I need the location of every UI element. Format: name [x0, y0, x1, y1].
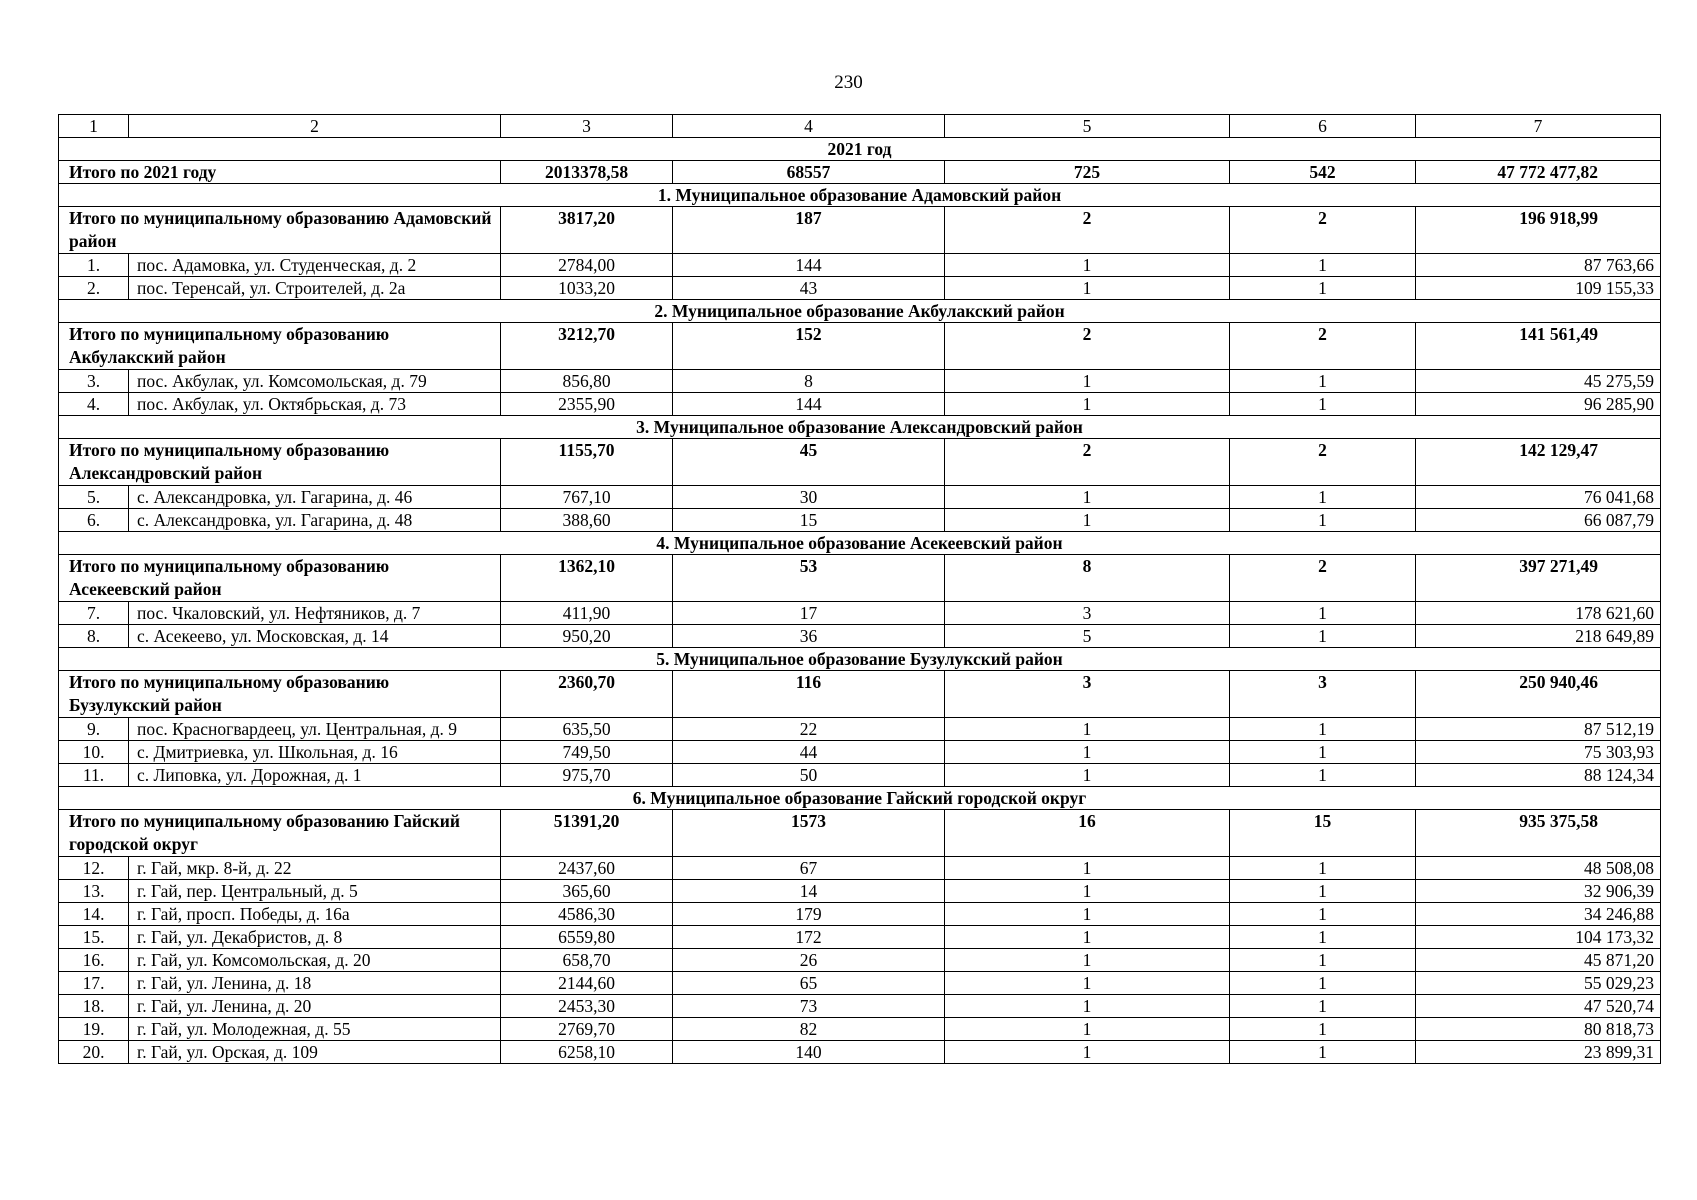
housing-table [58, 114, 1661, 1064]
section-subtotal-row [59, 671, 1661, 718]
row-houses: 1 [1230, 625, 1416, 648]
subtotal-label: Итого по муниципальному образованию Адамовский район [59, 207, 501, 254]
row-area: 635,50 [501, 718, 673, 741]
row-address: пос. Акбулак, ул. Комсомольская, д. 79 [129, 370, 501, 393]
row-cost: 109 155,33 [1416, 277, 1661, 300]
row-cost: 55 029,23 [1416, 972, 1661, 995]
row-residents: 65 [673, 972, 945, 995]
column-number: 6 [1230, 115, 1416, 138]
row-units: 1 [945, 857, 1230, 880]
subtotal-label: Итого по муниципальному образованию Асекеевский район [59, 555, 501, 602]
subtotal-area: 3212,70 [501, 323, 673, 370]
grand-total-houses: 542 [1230, 161, 1416, 184]
row-cost: 76 041,68 [1416, 486, 1661, 509]
subtotal-houses: 2 [1230, 555, 1416, 602]
row-address: г. Гай, мкр. 8-й, д. 22 [129, 857, 501, 880]
page-number: 230 [834, 72, 863, 93]
row-number: 15. [59, 926, 129, 949]
section-title: 2. Муниципальное образование Акбулакский район [59, 300, 1661, 323]
row-address: пос. Адамовка, ул. Студенческая, д. 2 [129, 254, 501, 277]
row-houses: 1 [1230, 486, 1416, 509]
row-cost: 88 124,34 [1416, 764, 1661, 787]
subtotal-area: 51391,20 [501, 810, 673, 857]
row-area: 658,70 [501, 949, 673, 972]
subtotal-cost: 250 940,46 [1416, 671, 1661, 718]
row-number: 14. [59, 903, 129, 926]
row-area: 2355,90 [501, 393, 673, 416]
subtotal-units: 3 [945, 671, 1230, 718]
subtotal-area: 3817,20 [501, 207, 673, 254]
row-area: 950,20 [501, 625, 673, 648]
column-number: 2 [129, 115, 501, 138]
subtotal-houses: 2 [1230, 323, 1416, 370]
row-address: г. Гай, просп. Победы, д. 16а [129, 903, 501, 926]
row-number: 20. [59, 1041, 129, 1064]
row-residents: 50 [673, 764, 945, 787]
row-units: 1 [945, 370, 1230, 393]
row-units: 1 [945, 1041, 1230, 1064]
row-residents: 30 [673, 486, 945, 509]
row-area: 2144,60 [501, 972, 673, 995]
subtotal-label: Итого по муниципальному образованию Гайский городской округ [59, 810, 501, 857]
row-units: 1 [945, 880, 1230, 903]
row-residents: 8 [673, 370, 945, 393]
row-residents: 140 [673, 1041, 945, 1064]
row-units: 1 [945, 509, 1230, 532]
row-address: пос. Красногвардеец, ул. Центральная, д. 9 [129, 718, 501, 741]
row-number: 19. [59, 1018, 129, 1041]
table-row [59, 1041, 1661, 1064]
grand-total-label: Итого по 2021 году [59, 161, 501, 184]
row-address: г. Гай, ул. Ленина, д. 18 [129, 972, 501, 995]
row-area: 749,50 [501, 741, 673, 764]
row-area: 2453,30 [501, 995, 673, 1018]
row-units: 1 [945, 393, 1230, 416]
section-title-row [59, 532, 1661, 555]
row-cost: 80 818,73 [1416, 1018, 1661, 1041]
section-subtotal-row [59, 207, 1661, 254]
subtotal-residents: 116 [673, 671, 945, 718]
subtotal-cost: 397 271,49 [1416, 555, 1661, 602]
subtotal-area: 2360,70 [501, 671, 673, 718]
row-houses: 1 [1230, 903, 1416, 926]
section-subtotal-row [59, 555, 1661, 602]
row-number: 16. [59, 949, 129, 972]
subtotal-label: Итого по муниципальному образованию Александровский район [59, 439, 501, 486]
subtotal-units: 16 [945, 810, 1230, 857]
row-units: 1 [945, 277, 1230, 300]
row-address: с. Александровка, ул. Гагарина, д. 46 [129, 486, 501, 509]
subtotal-area: 1155,70 [501, 439, 673, 486]
row-number: 5. [59, 486, 129, 509]
row-units: 1 [945, 949, 1230, 972]
row-address: с. Дмитриевка, ул. Школьная, д. 16 [129, 741, 501, 764]
row-cost: 87 512,19 [1416, 718, 1661, 741]
row-units: 3 [945, 602, 1230, 625]
row-cost: 48 508,08 [1416, 857, 1661, 880]
subtotal-cost: 141 561,49 [1416, 323, 1661, 370]
row-area: 6559,80 [501, 926, 673, 949]
row-number: 2. [59, 277, 129, 300]
row-cost: 47 520,74 [1416, 995, 1661, 1018]
row-area: 767,10 [501, 486, 673, 509]
row-houses: 1 [1230, 602, 1416, 625]
table-row [59, 741, 1661, 764]
row-houses: 1 [1230, 277, 1416, 300]
table-row [59, 926, 1661, 949]
row-houses: 1 [1230, 995, 1416, 1018]
subtotal-units: 8 [945, 555, 1230, 602]
row-residents: 43 [673, 277, 945, 300]
row-houses: 1 [1230, 370, 1416, 393]
column-number: 4 [673, 115, 945, 138]
table-row [59, 602, 1661, 625]
row-address: пос. Теренсай, ул. Строителей, д. 2а [129, 277, 501, 300]
row-cost: 66 087,79 [1416, 509, 1661, 532]
row-area: 4586,30 [501, 903, 673, 926]
row-number: 1. [59, 254, 129, 277]
subtotal-cost: 196 918,99 [1416, 207, 1661, 254]
row-residents: 144 [673, 254, 945, 277]
section-title: 5. Муниципальное образование Бузулукский район [59, 648, 1661, 671]
row-cost: 87 763,66 [1416, 254, 1661, 277]
row-number: 7. [59, 602, 129, 625]
grand-total-units: 725 [945, 161, 1230, 184]
section-title-row [59, 300, 1661, 323]
row-cost: 96 285,90 [1416, 393, 1661, 416]
row-residents: 22 [673, 718, 945, 741]
section-title-row [59, 184, 1661, 207]
row-area: 856,80 [501, 370, 673, 393]
table-row [59, 995, 1661, 1018]
row-cost: 45 871,20 [1416, 949, 1661, 972]
section-subtotal-row [59, 323, 1661, 370]
subtotal-houses: 3 [1230, 671, 1416, 718]
section-title-row [59, 648, 1661, 671]
section-title: 1. Муниципальное образование Адамовский район [59, 184, 1661, 207]
row-houses: 1 [1230, 254, 1416, 277]
row-residents: 73 [673, 995, 945, 1018]
row-address: г. Гай, ул. Комсомольская, д. 20 [129, 949, 501, 972]
row-area: 411,90 [501, 602, 673, 625]
column-number: 5 [945, 115, 1230, 138]
row-units: 1 [945, 903, 1230, 926]
subtotal-label: Итого по муниципальному образованию Бузулукский район [59, 671, 501, 718]
row-address: г. Гай, ул. Ленина, д. 20 [129, 995, 501, 1018]
row-address: с. Асекеево, ул. Московская, д. 14 [129, 625, 501, 648]
table-row [59, 857, 1661, 880]
table-row [59, 880, 1661, 903]
row-number: 11. [59, 764, 129, 787]
row-units: 1 [945, 1018, 1230, 1041]
row-number: 9. [59, 718, 129, 741]
row-residents: 67 [673, 857, 945, 880]
row-houses: 1 [1230, 393, 1416, 416]
row-address: пос. Чкаловский, ул. Нефтяников, д. 7 [129, 602, 501, 625]
row-number: 3. [59, 370, 129, 393]
row-address: с. Липовка, ул. Дорожная, д. 1 [129, 764, 501, 787]
grand-total-row [59, 161, 1661, 184]
row-houses: 1 [1230, 972, 1416, 995]
row-area: 2784,00 [501, 254, 673, 277]
row-number: 17. [59, 972, 129, 995]
row-number: 8. [59, 625, 129, 648]
row-houses: 1 [1230, 718, 1416, 741]
column-number: 7 [1416, 115, 1661, 138]
section-title: 6. Муниципальное образование Гайский городской округ [59, 787, 1661, 810]
row-cost: 45 275,59 [1416, 370, 1661, 393]
section-subtotal-row [59, 439, 1661, 486]
table-row [59, 764, 1661, 787]
row-units: 1 [945, 995, 1230, 1018]
row-houses: 1 [1230, 926, 1416, 949]
row-residents: 17 [673, 602, 945, 625]
row-area: 975,70 [501, 764, 673, 787]
table-row [59, 393, 1661, 416]
row-houses: 1 [1230, 1018, 1416, 1041]
row-residents: 44 [673, 741, 945, 764]
section-title-row [59, 787, 1661, 810]
row-residents: 15 [673, 509, 945, 532]
table-row [59, 903, 1661, 926]
row-address: г. Гай, ул. Молодежная, д. 55 [129, 1018, 501, 1041]
subtotal-residents: 53 [673, 555, 945, 602]
row-area: 1033,20 [501, 277, 673, 300]
subtotal-residents: 187 [673, 207, 945, 254]
subtotal-label: Итого по муниципальному образованию Акбулакский район [59, 323, 501, 370]
row-residents: 26 [673, 949, 945, 972]
row-address: г. Гай, ул. Орская, д. 109 [129, 1041, 501, 1064]
subtotal-houses: 2 [1230, 439, 1416, 486]
column-number: 3 [501, 115, 673, 138]
row-cost: 23 899,31 [1416, 1041, 1661, 1064]
row-number: 13. [59, 880, 129, 903]
row-units: 1 [945, 254, 1230, 277]
row-houses: 1 [1230, 949, 1416, 972]
row-residents: 82 [673, 1018, 945, 1041]
year-header: 2021 год [59, 138, 1661, 161]
subtotal-houses: 15 [1230, 810, 1416, 857]
section-title-row [59, 416, 1661, 439]
table-row [59, 277, 1661, 300]
table-row [59, 972, 1661, 995]
table-row [59, 370, 1661, 393]
row-cost: 32 906,39 [1416, 880, 1661, 903]
row-cost: 75 303,93 [1416, 741, 1661, 764]
row-units: 1 [945, 926, 1230, 949]
row-houses: 1 [1230, 764, 1416, 787]
row-residents: 14 [673, 880, 945, 903]
row-residents: 172 [673, 926, 945, 949]
row-houses: 1 [1230, 880, 1416, 903]
column-number: 1 [59, 115, 129, 138]
row-units: 1 [945, 486, 1230, 509]
row-cost: 34 246,88 [1416, 903, 1661, 926]
row-number: 4. [59, 393, 129, 416]
row-houses: 1 [1230, 1041, 1416, 1064]
table-row [59, 509, 1661, 532]
row-number: 12. [59, 857, 129, 880]
row-address: с. Александровка, ул. Гагарина, д. 48 [129, 509, 501, 532]
column-number-row [59, 115, 1661, 138]
subtotal-residents: 152 [673, 323, 945, 370]
row-address: г. Гай, ул. Декабристов, д. 8 [129, 926, 501, 949]
section-title: 3. Муниципальное образование Александровский район [59, 416, 1661, 439]
row-units: 1 [945, 741, 1230, 764]
row-cost: 104 173,32 [1416, 926, 1661, 949]
section-subtotal-row [59, 810, 1661, 857]
row-number: 6. [59, 509, 129, 532]
section-title: 4. Муниципальное образование Асекеевский район [59, 532, 1661, 555]
row-address: пос. Акбулак, ул. Октябрьская, д. 73 [129, 393, 501, 416]
row-cost: 178 621,60 [1416, 602, 1661, 625]
year-row [59, 138, 1661, 161]
row-cost: 218 649,89 [1416, 625, 1661, 648]
row-units: 1 [945, 718, 1230, 741]
table-row [59, 1018, 1661, 1041]
subtotal-houses: 2 [1230, 207, 1416, 254]
row-units: 1 [945, 972, 1230, 995]
row-residents: 36 [673, 625, 945, 648]
subtotal-units: 2 [945, 323, 1230, 370]
row-residents: 144 [673, 393, 945, 416]
row-area: 2437,60 [501, 857, 673, 880]
subtotal-residents: 1573 [673, 810, 945, 857]
subtotal-cost: 142 129,47 [1416, 439, 1661, 486]
row-houses: 1 [1230, 741, 1416, 764]
row-houses: 1 [1230, 509, 1416, 532]
table-row [59, 949, 1661, 972]
grand-total-cost: 47 772 477,82 [1416, 161, 1661, 184]
row-area: 365,60 [501, 880, 673, 903]
row-number: 10. [59, 741, 129, 764]
table-row [59, 625, 1661, 648]
row-number: 18. [59, 995, 129, 1018]
subtotal-cost: 935 375,58 [1416, 810, 1661, 857]
row-area: 388,60 [501, 509, 673, 532]
subtotal-residents: 45 [673, 439, 945, 486]
row-address: г. Гай, пер. Центральный, д. 5 [129, 880, 501, 903]
row-area: 6258,10 [501, 1041, 673, 1064]
row-units: 5 [945, 625, 1230, 648]
table-row [59, 486, 1661, 509]
table-row [59, 254, 1661, 277]
row-residents: 179 [673, 903, 945, 926]
grand-total-residents: 68557 [673, 161, 945, 184]
grand-total-area: 2013378,58 [501, 161, 673, 184]
row-houses: 1 [1230, 857, 1416, 880]
row-area: 2769,70 [501, 1018, 673, 1041]
subtotal-area: 1362,10 [501, 555, 673, 602]
row-units: 1 [945, 764, 1230, 787]
table-row [59, 718, 1661, 741]
subtotal-units: 2 [945, 207, 1230, 254]
subtotal-units: 2 [945, 439, 1230, 486]
